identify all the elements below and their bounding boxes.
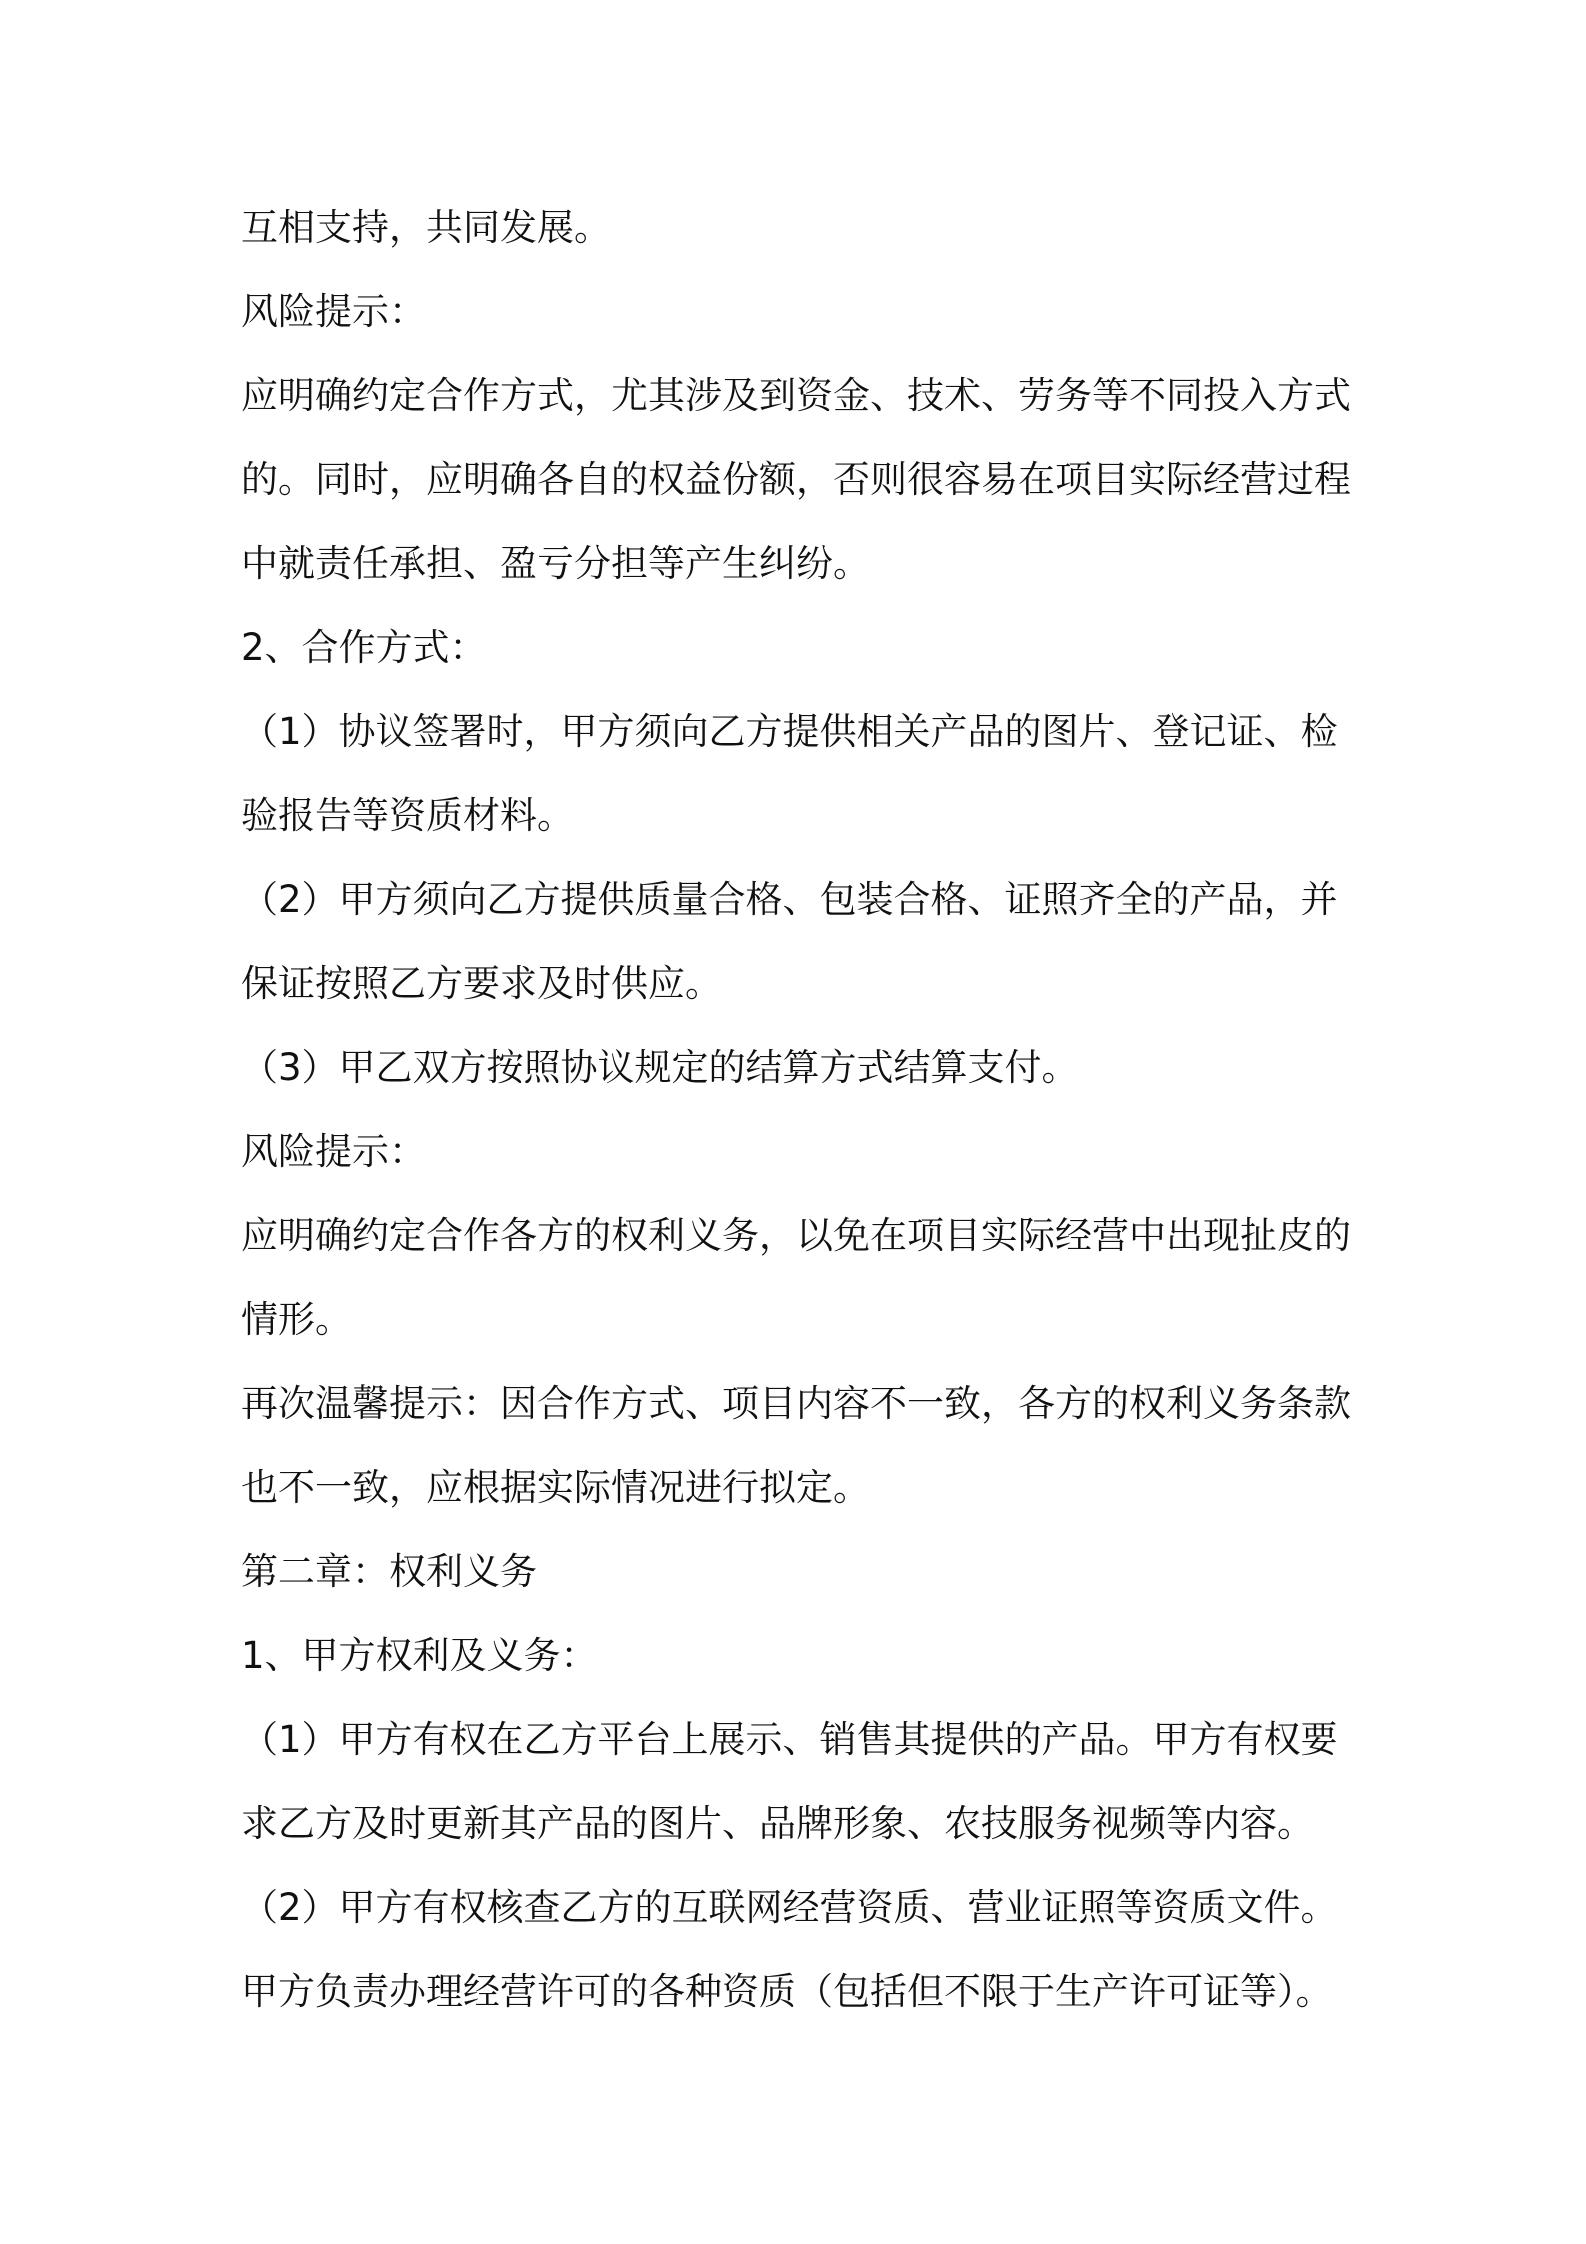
clause-2-line-1: （2）甲方须向乙方提供质量合格、包装合格、证照齐全的产品，并 [241,878,1338,921]
party-a-clause-2-line-1: （2）甲方有权核查乙方的互联网经营资质、营业证照等资质文件。 [241,1886,1338,1929]
party-a-clause-2-line-2: 甲方负责办理经营许可的各种资质（包括但不限于生产许可证等）。 [241,1970,1333,2013]
section-heading-cooperation-method: 2、合作方式： [241,626,487,669]
text-line-5: 中就责任承担、盈亏分担等产生纠纷。 [241,542,870,585]
text-line-4: 的。同时，应明确各自的权益份额，否则很容易在项目实际经营过程 [241,458,1351,501]
clause-1-line-2: 验报告等资质材料。 [241,794,574,837]
risk-tip-heading-1: 风险提示： [241,290,426,333]
party-a-clause-1-line-1: （1）甲方有权在乙方平台上展示、销售其提供的产品。甲方有权要 [241,1718,1338,1761]
clause-3-line-1: （3）甲乙双方按照协议规定的结算方式结算支付。 [241,1046,1079,1089]
clause-2-line-2: 保证按照乙方要求及时供应。 [241,962,722,1005]
section-heading-party-a-rights: 1、甲方权利及义务： [241,1634,598,1677]
reminder-line-2: 也不一致，应根据实际情况进行拟定。 [241,1466,870,1509]
text-line-14: 情形。 [241,1298,352,1341]
party-a-clause-1-line-2: 求乙方及时更新其产品的图片、品牌形象、农技服务视频等内容。 [241,1802,1314,1845]
chapter-heading-2: 第二章：权利义务 [241,1550,537,1593]
clause-1-line-1: （1）协议签署时，甲方须向乙方提供相关产品的图片、登记证、检 [241,710,1338,753]
text-line-13: 应明确约定合作各方的权利义务，以免在项目实际经营中出现扯皮的 [241,1214,1351,1257]
risk-tip-heading-2: 风险提示： [241,1130,426,1173]
text-line-1: 互相支持，共同发展。 [241,206,611,249]
reminder-line-1: 再次温馨提示：因合作方式、项目内容不一致，各方的权利义务条款 [241,1382,1351,1425]
text-line-3: 应明确约定合作方式，尤其涉及到资金、技术、劳务等不同投入方式 [241,374,1351,417]
